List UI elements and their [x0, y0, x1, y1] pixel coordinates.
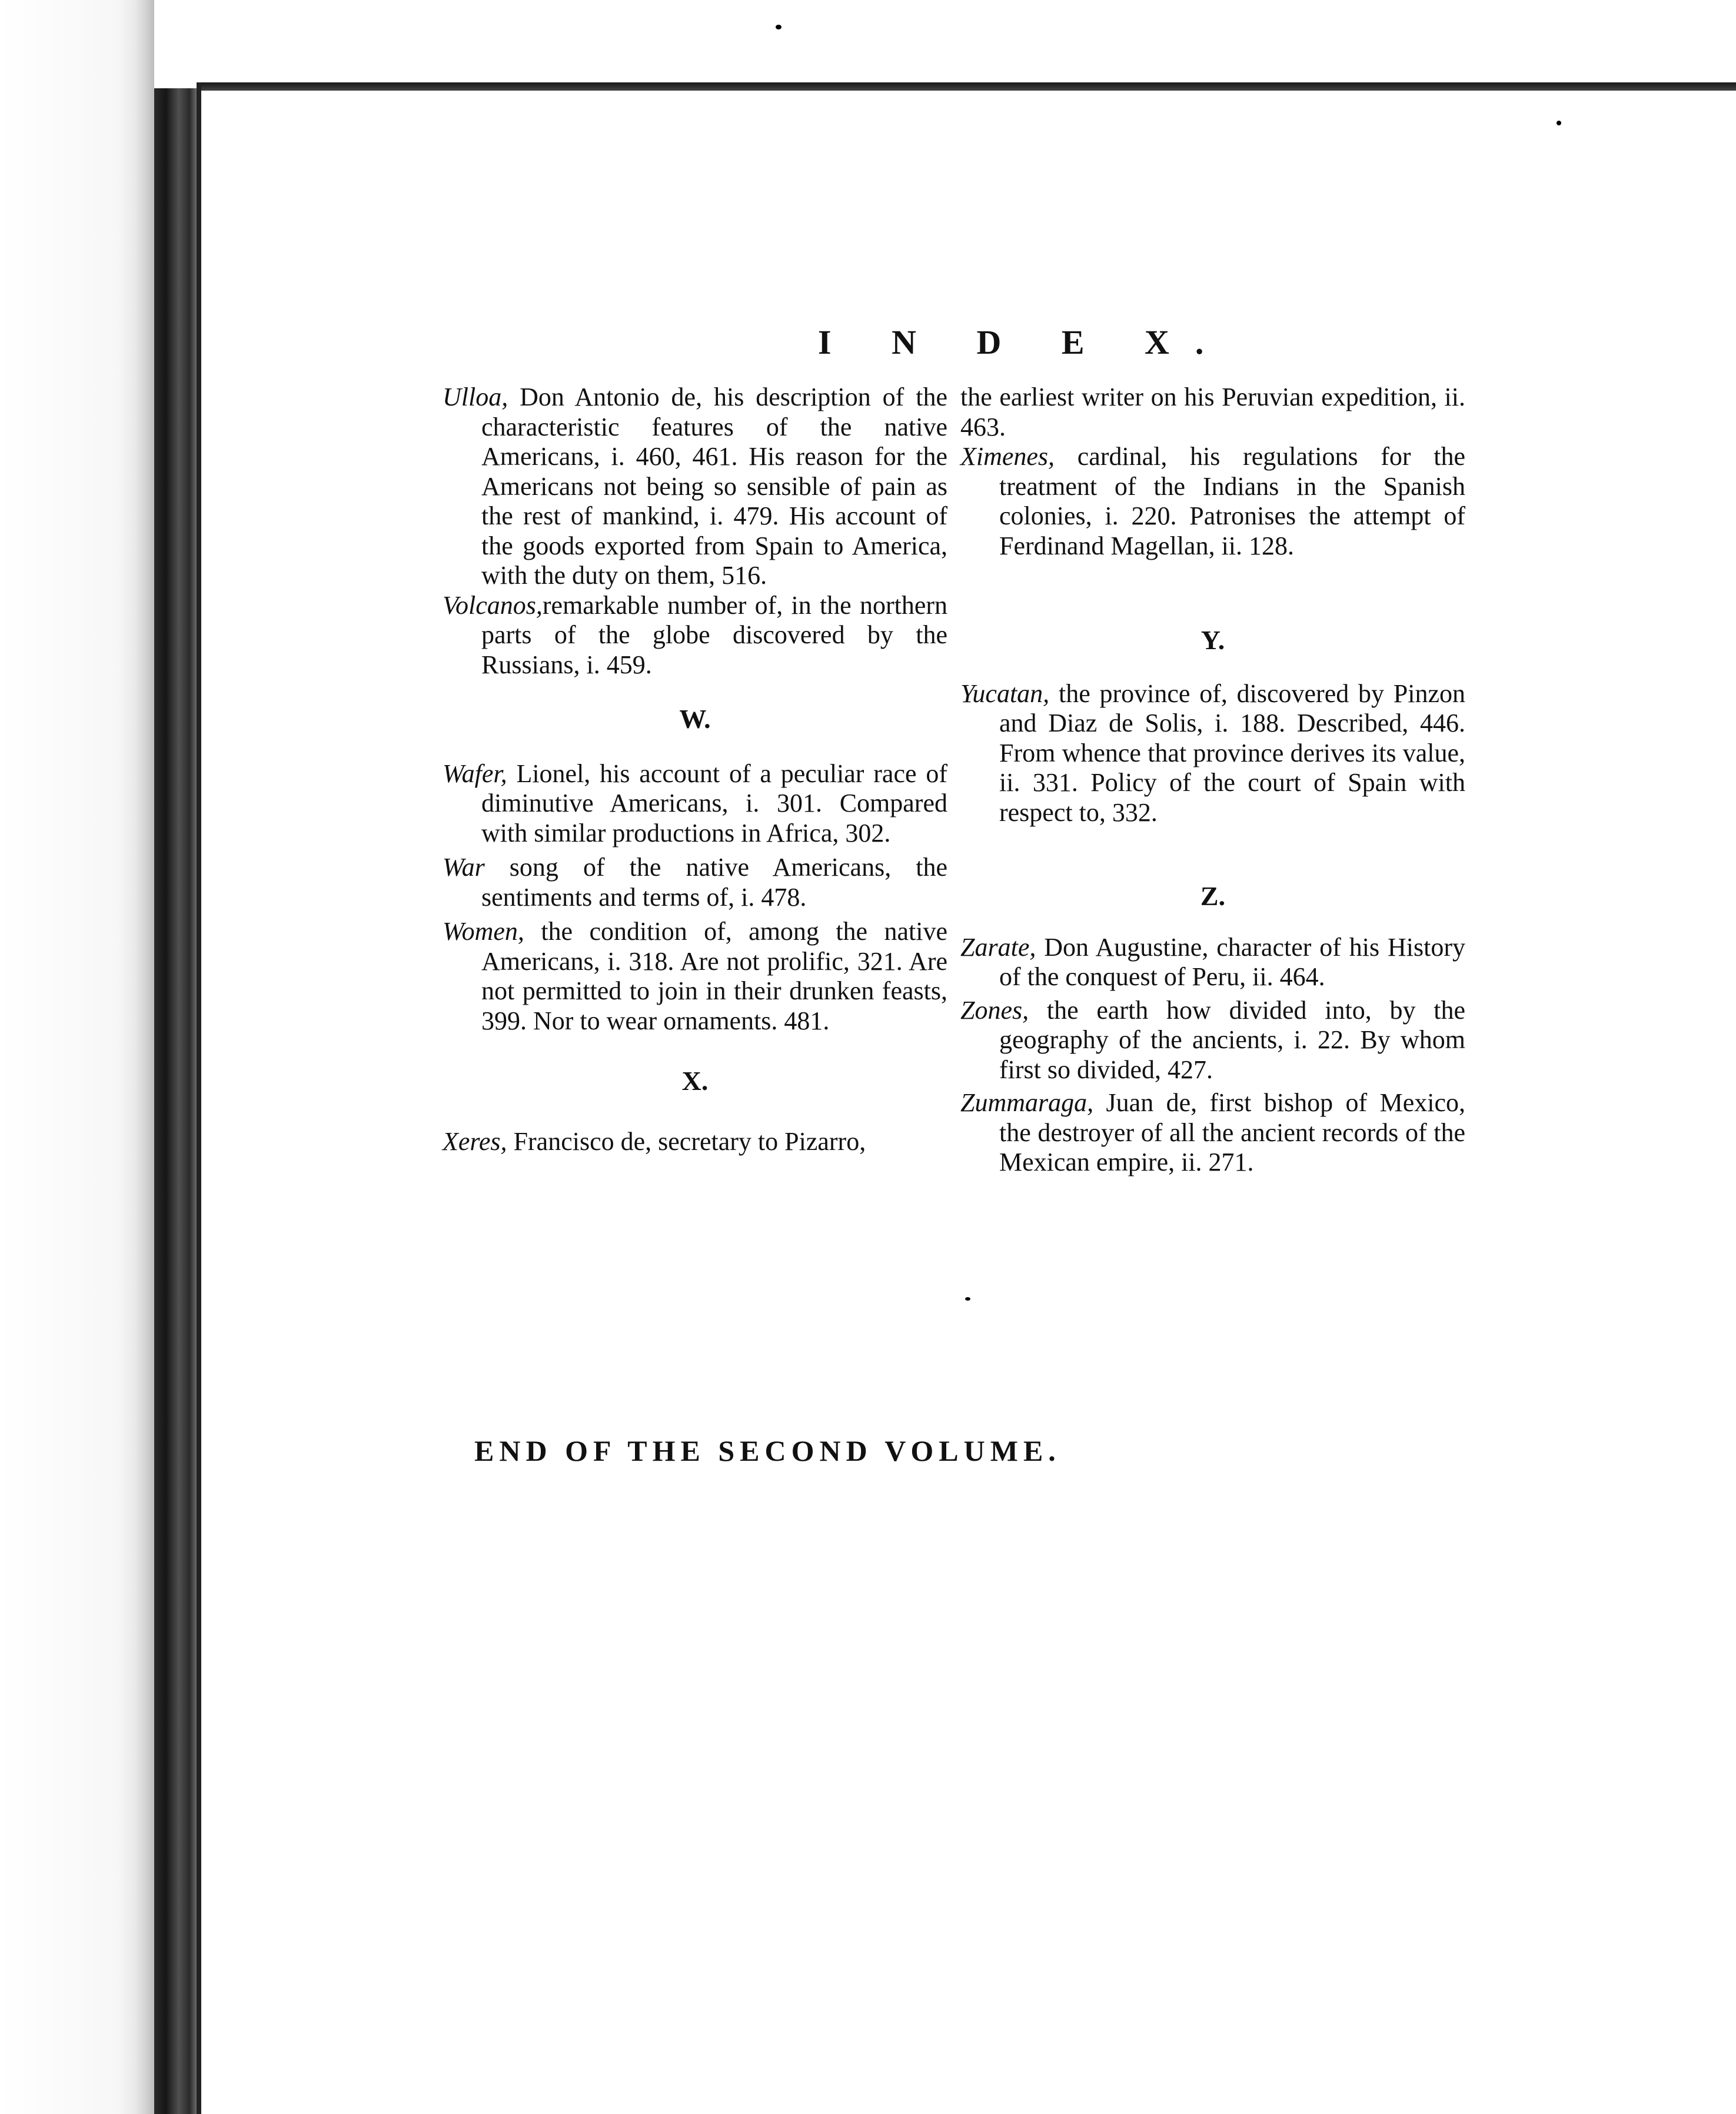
index-term: Zarate,	[960, 932, 1036, 962]
index-entry-women	[443, 917, 947, 1036]
index-entry-zummaraga	[960, 1088, 1465, 1178]
index-entry-zones	[960, 996, 1465, 1085]
index-text: song of the native Americans, the sentiments and terms of, i. 478.	[481, 853, 947, 912]
index-term: Zummaraga,	[960, 1088, 1094, 1117]
index-entry-wafer	[443, 759, 947, 849]
facing-page-margin	[0, 0, 154, 2114]
index-text: Don Augustine, character of his History of the conquest of Peru, ii. 464.	[999, 932, 1465, 991]
index-entry-war	[443, 853, 947, 912]
index-entry-ximenes	[960, 442, 1465, 561]
index-entry-xeres	[443, 1127, 947, 1157]
page-left-edge	[197, 82, 201, 2114]
index-text: Francisco de, secretary to Pizarro,	[507, 1126, 866, 1156]
page-title: I N D E X.	[818, 323, 1230, 361]
section-letter-x: X.	[681, 1066, 709, 1096]
ink-speck	[965, 1297, 970, 1301]
index-text: the province of, discovered by Pinzon and Diaz de Solis, i. 188. Described, 446. From whence that province derives its value, ii. 331. Policy of the court of Spain with respect to, 332.	[999, 679, 1465, 827]
index-text: Juan de, first bishop of Mexico, the destroyer of all the ancient records of the Mexican empire, ii. 271.	[999, 1088, 1465, 1176]
book-spine-shadow	[154, 88, 197, 2114]
index-entry-ulloa	[443, 383, 947, 591]
index-text: cardinal, his regulations for the treatment of the Indians in the Spanish colonies, i. 220. Patronises the attempt of Ferdinand Magellan, ii. 128.	[999, 442, 1465, 560]
index-term: Xeres,	[443, 1126, 507, 1156]
ink-speck	[1557, 121, 1561, 125]
index-term: Zones,	[960, 995, 1029, 1025]
index-text: the earth how divided into, by the geography of the ancients, i. 22. By whom first so divided, 427.	[999, 995, 1465, 1084]
index-entry-zarate	[960, 933, 1465, 992]
index-entry-yucatan	[960, 679, 1465, 828]
index-term: War	[443, 853, 485, 882]
index-term: Ximenes,	[960, 442, 1055, 471]
index-term: Volcanos,	[443, 590, 543, 620]
section-letter-y: Y.	[1200, 625, 1225, 655]
index-column-right	[960, 383, 1465, 1178]
index-term: Ulloa,	[443, 383, 508, 411]
index-term: Women,	[443, 917, 524, 946]
index-entry-xeres-continued: the earliest writer on his Peruvian expedition, ii. 463.	[960, 383, 1465, 441]
index-text: the condition of, among the native Americans, i. 318. Are not prolific, 321. Are not permitted to join in their drunken feasts, 399. Nor to wear ornaments. 481.	[481, 917, 947, 1035]
index-column-left	[443, 383, 947, 1156]
index-text: Lionel, his account of a peculiar race of diminutive Americans, i. 301. Compared with similar productions in Africa, 302.	[481, 759, 947, 847]
index-entry-volcanos	[443, 591, 947, 680]
page-top-edge	[197, 82, 1736, 91]
section-letter-w: W.	[679, 704, 711, 734]
end-of-volume-heading: END OF THE SECOND VOLUME.	[474, 1434, 1061, 1467]
ink-speck	[776, 25, 781, 29]
index-term: Wafer,	[443, 759, 507, 788]
index-term: Yucatan,	[960, 679, 1050, 708]
index-text: remarkable number of, in the northern parts of the globe discovered by the Russians, i. 459.	[481, 590, 947, 679]
index-text: Don Antonio de, his description of the characteristic features of the native Americans, i. 460, 461. His reason for the Americans not being so sensible of pain as the rest of mankind, i. 479. His account of the goods exported from Spain to America, with the duty on them, 516.	[481, 383, 947, 590]
section-letter-z: Z.	[1200, 881, 1226, 911]
